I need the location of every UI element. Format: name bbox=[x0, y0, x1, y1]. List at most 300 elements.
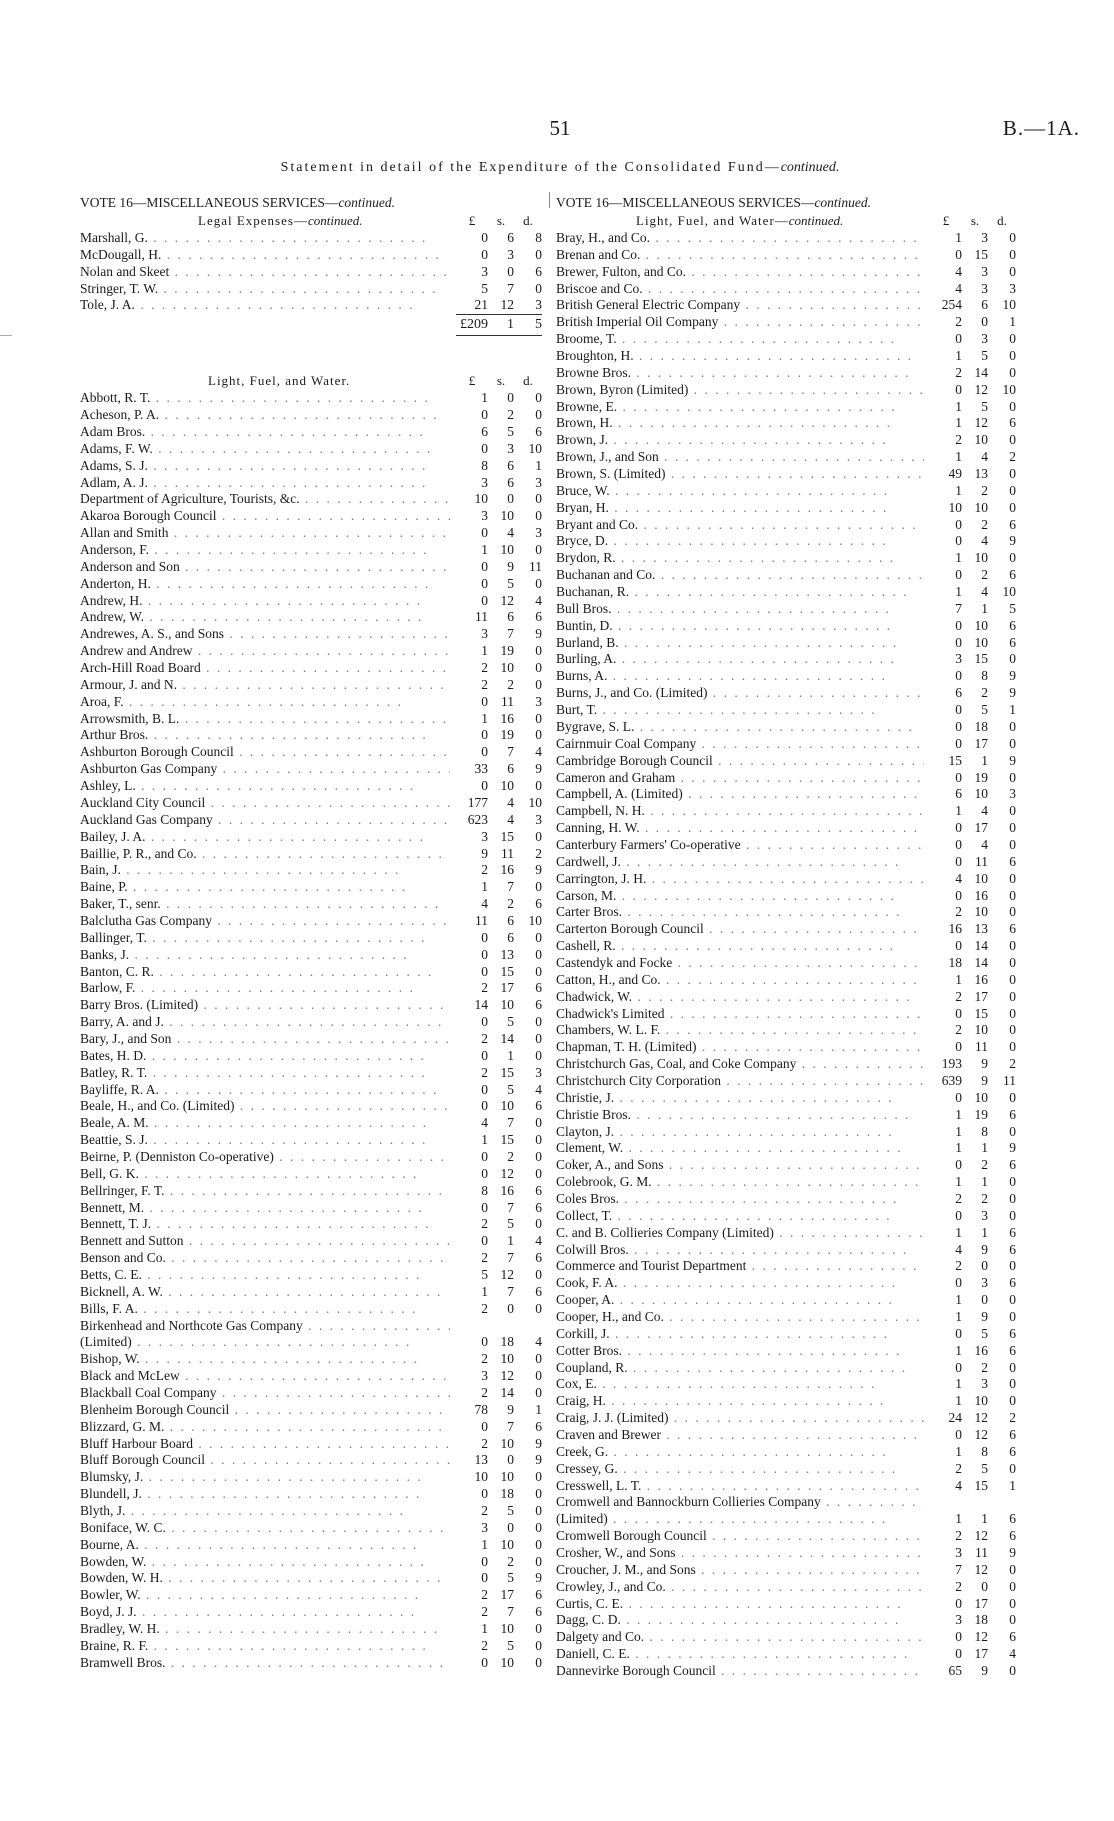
amount-shillings: 12 bbox=[500, 297, 514, 313]
amount-pence: 3 bbox=[535, 811, 542, 827]
ledger-row bbox=[556, 1292, 1016, 1309]
amount-shillings: 2 bbox=[507, 407, 514, 423]
amount-pounds: 3 bbox=[481, 1519, 488, 1535]
payee-name: Cook, F. A. . . bbox=[556, 1275, 924, 1292]
ledger-row bbox=[556, 1056, 1016, 1073]
amount-pence: 6 bbox=[1009, 853, 1016, 869]
amount-pounds: 1 bbox=[955, 1511, 962, 1527]
amount-pence: 5 bbox=[1009, 600, 1016, 616]
amount-shillings: 7 bbox=[507, 1418, 514, 1434]
payee-name: Barry, A. and J. . . bbox=[80, 1014, 450, 1031]
amount bbox=[930, 1056, 1016, 1073]
amount-pence: 6 bbox=[535, 896, 542, 912]
amount-pence: 10 bbox=[528, 794, 542, 810]
amount-pence: 0 bbox=[1009, 432, 1016, 448]
amount bbox=[930, 533, 1016, 550]
amount bbox=[930, 1444, 1016, 1461]
ledger-row bbox=[80, 1014, 542, 1031]
total-pence: 5 bbox=[535, 317, 542, 333]
amount-pence: 0 bbox=[535, 575, 542, 591]
ledger-row bbox=[556, 1006, 1016, 1023]
amount-pounds: 0 bbox=[481, 693, 488, 709]
amount bbox=[456, 711, 542, 728]
payee-name: Braine, R. F. . . bbox=[80, 1638, 450, 1655]
amount-pounds: 18 bbox=[948, 954, 962, 970]
light-fuel-water-continued-heading bbox=[556, 212, 1016, 230]
amount bbox=[930, 1343, 1016, 1360]
amount bbox=[930, 1545, 1016, 1562]
amount-pence: 6 bbox=[535, 263, 542, 279]
payee-name: Bayliffe, R. A. . . bbox=[80, 1082, 450, 1099]
amount-pounds: 0 bbox=[955, 769, 962, 785]
statement-title bbox=[60, 160, 1060, 176]
amount bbox=[456, 1082, 542, 1099]
ledger-row bbox=[80, 711, 542, 728]
ledger-row bbox=[556, 415, 1016, 432]
amount-shillings: 12 bbox=[974, 415, 988, 431]
ledger-row bbox=[556, 382, 1016, 399]
amount bbox=[930, 888, 1016, 905]
ledger-row bbox=[556, 264, 1016, 281]
amount-shillings: 10 bbox=[974, 634, 988, 650]
ledger-row bbox=[80, 264, 542, 281]
amount-shillings: 4 bbox=[981, 449, 988, 465]
payee-name: Blackball Coal Company . . bbox=[80, 1385, 450, 1402]
ledger-row bbox=[556, 854, 1016, 871]
amount-pounds: 1 bbox=[955, 1443, 962, 1459]
amount bbox=[930, 871, 1016, 888]
amount bbox=[930, 618, 1016, 635]
amount-pence: 6 bbox=[1009, 1106, 1016, 1122]
amount bbox=[930, 1511, 1016, 1528]
ledger-row bbox=[556, 618, 1016, 635]
amount-shillings: 5 bbox=[507, 1216, 514, 1232]
payee-name: Castendyk and Focke . . bbox=[556, 955, 924, 972]
amount-pence: 0 bbox=[1009, 1376, 1016, 1392]
ledger-row bbox=[556, 820, 1016, 837]
payee-name: Brown, H. . . bbox=[556, 415, 924, 432]
amount-shillings: 4 bbox=[981, 584, 988, 600]
payee-name: Bellringer, F. T. . . bbox=[80, 1183, 450, 1200]
ledger-row bbox=[556, 1562, 1016, 1579]
amount bbox=[930, 753, 1016, 770]
amount-shillings: 13 bbox=[974, 921, 988, 937]
section-spacer bbox=[80, 334, 542, 372]
amount-pence: 1 bbox=[1009, 702, 1016, 718]
amount-pence: 0 bbox=[535, 1654, 542, 1670]
amount-pence: 0 bbox=[535, 1300, 542, 1316]
amount-pounds: 4 bbox=[955, 280, 962, 296]
amount-pence: 9 bbox=[1009, 685, 1016, 701]
amount-pounds: 0 bbox=[481, 1148, 488, 1164]
payee-name: Colwill Bros. . . bbox=[556, 1242, 924, 1259]
amount bbox=[930, 264, 1016, 281]
amount-pounds: 0 bbox=[481, 407, 488, 423]
amount bbox=[930, 483, 1016, 500]
amount-shillings: 10 bbox=[500, 1469, 514, 1485]
amount-pounds: 11 bbox=[475, 609, 488, 625]
ledger-row bbox=[556, 449, 1016, 466]
amount-pounds: 1 bbox=[481, 643, 488, 659]
ledger-row bbox=[80, 1402, 542, 1419]
amount-pounds: 2 bbox=[481, 660, 488, 676]
amount bbox=[930, 399, 1016, 416]
amount-shillings: 10 bbox=[974, 786, 988, 802]
amount-pounds: 4 bbox=[955, 870, 962, 886]
amount-pounds: 1 bbox=[955, 1140, 962, 1156]
ledger-row bbox=[80, 795, 542, 812]
amount-shillings: 12 bbox=[500, 1368, 514, 1384]
amount-pounds: 2 bbox=[955, 1022, 962, 1038]
payee-name: Carrington, J. H. . . bbox=[556, 871, 924, 888]
amount bbox=[456, 1031, 542, 1048]
amount bbox=[456, 1452, 542, 1469]
amount-pence: 0 bbox=[535, 1519, 542, 1535]
amount-pounds: 0 bbox=[955, 331, 962, 347]
amount-shillings: 10 bbox=[500, 1654, 514, 1670]
payee-name: Cox, E. . . bbox=[556, 1376, 924, 1393]
amount-shillings: 6 bbox=[507, 609, 514, 625]
amount-pence: 0 bbox=[1009, 466, 1016, 482]
amount-shillings: 6 bbox=[507, 912, 514, 928]
amount-pounds: 1 bbox=[955, 449, 962, 465]
amount-shillings: 10 bbox=[974, 1393, 988, 1409]
amount bbox=[456, 609, 542, 626]
amount-pounds: 0 bbox=[481, 1165, 488, 1181]
payee-name: Broome, T. . . bbox=[556, 331, 924, 348]
amount-pounds: 1 bbox=[955, 482, 962, 498]
amount bbox=[456, 1503, 542, 1520]
amount bbox=[456, 1587, 542, 1604]
amount-pence: 0 bbox=[535, 643, 542, 659]
amount bbox=[456, 424, 542, 441]
amount-pounds: 4 bbox=[481, 896, 488, 912]
ledger-row bbox=[80, 1537, 542, 1554]
amount bbox=[930, 1292, 1016, 1309]
amount-shillings: 9 bbox=[981, 1056, 988, 1072]
amount-pence: 10 bbox=[1002, 297, 1016, 313]
amount-pounds: 2 bbox=[481, 1604, 488, 1620]
pence-header: d. bbox=[997, 213, 1007, 228]
amount-pence: 0 bbox=[535, 1165, 542, 1181]
amount bbox=[930, 1612, 1016, 1629]
amount-pence: 0 bbox=[535, 390, 542, 406]
ledger-row bbox=[80, 1469, 542, 1486]
amount-shillings: 3 bbox=[981, 331, 988, 347]
payee-name: Baker, T., senr. . . bbox=[80, 896, 450, 913]
ledger-row bbox=[80, 778, 542, 795]
amount-shillings: 15 bbox=[974, 651, 988, 667]
payee-name: Andrewes, A. S., and Sons . . bbox=[80, 626, 450, 643]
amount bbox=[930, 837, 1016, 854]
amount-pounds: 1 bbox=[955, 971, 962, 987]
amount-pence: 0 bbox=[1009, 1612, 1016, 1628]
amount bbox=[930, 1174, 1016, 1191]
ledger-row bbox=[556, 702, 1016, 719]
amount-pence: 0 bbox=[535, 508, 542, 524]
amount-shillings: 7 bbox=[507, 879, 514, 895]
light-fuel-water-continued-title bbox=[636, 212, 843, 230]
amount-pence: 0 bbox=[535, 1030, 542, 1046]
payee-name: Briscoe and Co. . . bbox=[556, 281, 924, 298]
legal-expenses-title bbox=[198, 212, 362, 230]
payee-name: Bishop, W. . . bbox=[80, 1351, 450, 1368]
amount bbox=[456, 576, 542, 593]
payee-name: Department of Agriculture, Tourists, &c. . . bbox=[80, 491, 450, 508]
amount-shillings: 2 bbox=[507, 896, 514, 912]
amount-pounds: 2 bbox=[481, 980, 488, 996]
amount-shillings: 10 bbox=[974, 870, 988, 886]
ledger-row bbox=[80, 660, 542, 677]
amount-pounds: 3 bbox=[955, 1545, 962, 1561]
amount-shillings: 3 bbox=[507, 440, 514, 456]
payee-name: Beale, A. M. . . bbox=[80, 1115, 450, 1132]
ledger-row bbox=[556, 399, 1016, 416]
amount-shillings: 2 bbox=[981, 567, 988, 583]
amount-shillings: 12 bbox=[974, 1427, 988, 1443]
amount-shillings: 3 bbox=[981, 1207, 988, 1223]
payee-name: Arch-Hill Road Board . . bbox=[80, 660, 450, 677]
legal-expenses-total bbox=[80, 314, 542, 334]
payee-name: Buchanan, R. . . bbox=[556, 584, 924, 601]
amount-pence: 4 bbox=[535, 1233, 542, 1249]
payee-name: Arthur Bros. . . bbox=[80, 727, 450, 744]
amount-pence: 0 bbox=[1009, 1039, 1016, 1055]
ledger-row bbox=[80, 727, 542, 744]
amount-pence: 6 bbox=[535, 609, 542, 625]
amount-shillings: 10 bbox=[500, 508, 514, 524]
ledger-row bbox=[556, 770, 1016, 787]
payee-name: Bourne, A. . . bbox=[80, 1537, 450, 1554]
amount-pounds: 13 bbox=[474, 1452, 488, 1468]
payee-name: Bell, G. K. . . bbox=[80, 1166, 450, 1183]
amount bbox=[456, 1436, 542, 1453]
amount-shillings: 15 bbox=[500, 963, 514, 979]
ledger-row bbox=[556, 1410, 1016, 1427]
amount-pounds: 0 bbox=[955, 381, 962, 397]
payee-name: Bluff Harbour Board . . bbox=[80, 1436, 450, 1453]
amount-shillings: 1 bbox=[507, 1233, 514, 1249]
payee-name: Canterbury Farmers' Co-operative . . bbox=[556, 837, 924, 854]
amount-pounds: 0 bbox=[955, 718, 962, 734]
amount-pence: 0 bbox=[535, 660, 542, 676]
amount-pence: 6 bbox=[1009, 567, 1016, 583]
payee-name: Coupland, R. . . bbox=[556, 1360, 924, 1377]
payee-name: Burling, A. . . bbox=[556, 651, 924, 668]
payee-name: Cardwell, J. . . bbox=[556, 854, 924, 871]
amount-pence: 9 bbox=[535, 626, 542, 642]
amount-pence: 0 bbox=[535, 1385, 542, 1400]
ledger-row bbox=[556, 651, 1016, 668]
amount-pounds: 0 bbox=[481, 592, 488, 608]
payee-name: Bailey, J. A. . . bbox=[80, 829, 450, 846]
payee-name: Bennett, M. . . bbox=[80, 1200, 450, 1217]
amount-shillings: 12 bbox=[500, 592, 514, 608]
payee-name: Chapman, T. H. (Limited) . . bbox=[556, 1039, 924, 1056]
amount bbox=[930, 1006, 1016, 1023]
amount bbox=[930, 432, 1016, 449]
left-column bbox=[80, 194, 542, 1672]
ledger-row bbox=[80, 1520, 542, 1537]
amount-pence: 0 bbox=[535, 1266, 542, 1282]
amount bbox=[930, 736, 1016, 753]
amount-pounds: 2 bbox=[955, 1258, 962, 1274]
pounds-header: £ bbox=[468, 373, 476, 389]
ledger-row bbox=[556, 1022, 1016, 1039]
ledger-row bbox=[556, 1478, 1016, 1495]
amount-pence: 6 bbox=[535, 1283, 542, 1299]
ledger-row bbox=[80, 744, 542, 761]
ledger-row bbox=[80, 1368, 542, 1385]
payee-name: Bradley, W. H. . . bbox=[80, 1621, 450, 1638]
money-column-headers bbox=[930, 212, 1016, 230]
amount-pounds: 4 bbox=[955, 1241, 962, 1257]
amount-pounds: 2 bbox=[481, 1587, 488, 1603]
amount-pounds: 1 bbox=[955, 1224, 962, 1240]
amount-pence: 0 bbox=[1009, 803, 1016, 819]
ledger-row bbox=[556, 1157, 1016, 1174]
amount-shillings: 4 bbox=[981, 533, 988, 549]
amount-shillings: 17 bbox=[974, 1646, 988, 1662]
ledger-row bbox=[556, 635, 1016, 652]
amount-shillings: 0 bbox=[507, 390, 514, 406]
amount-pence: 0 bbox=[1009, 1359, 1016, 1375]
amount-shillings: 10 bbox=[500, 1351, 514, 1367]
pence-header: d. bbox=[523, 373, 533, 389]
amount-pence: 9 bbox=[1009, 1545, 1016, 1561]
amount-shillings: 15 bbox=[974, 1477, 988, 1493]
amount-pence: 6 bbox=[535, 1587, 542, 1603]
payee-name: Bruce, W. . . bbox=[556, 483, 924, 500]
amount bbox=[930, 348, 1016, 365]
payee-name: Bennett, T. J. . . bbox=[80, 1216, 450, 1233]
payee-name: Akaroa Borough Council . . bbox=[80, 508, 450, 525]
amount bbox=[930, 1393, 1016, 1410]
amount-shillings: 16 bbox=[974, 1342, 988, 1358]
payee-name: Bowden, W. H. . . bbox=[80, 1570, 450, 1587]
ledger-row bbox=[556, 1090, 1016, 1107]
ledger-row bbox=[80, 862, 542, 879]
amount-pounds: 1 bbox=[481, 390, 488, 406]
amount bbox=[456, 829, 542, 846]
payee-name: Campbell, N. H. . . bbox=[556, 803, 924, 820]
amount-shillings: 2 bbox=[507, 1553, 514, 1569]
ledger-row bbox=[80, 1284, 542, 1301]
amount-pounds: 0 bbox=[481, 1047, 488, 1063]
amount-pounds: 0 bbox=[955, 1427, 962, 1443]
amount bbox=[930, 1090, 1016, 1107]
amount-pounds: 0 bbox=[955, 516, 962, 532]
amount bbox=[456, 1604, 542, 1621]
amount bbox=[930, 1360, 1016, 1377]
amount-pounds: 5 bbox=[481, 1266, 488, 1282]
amount bbox=[930, 1427, 1016, 1444]
amount bbox=[930, 1562, 1016, 1579]
amount-pence: 2 bbox=[1009, 1056, 1016, 1072]
amount-pence: 0 bbox=[1009, 1578, 1016, 1594]
amount-pence: 6 bbox=[535, 997, 542, 1013]
amount-shillings: 0 bbox=[981, 314, 988, 330]
payee-name: Barry Bros. (Limited) . . bbox=[80, 997, 450, 1014]
amount-pence: 6 bbox=[1009, 1325, 1016, 1341]
amount-pence: 6 bbox=[1009, 1275, 1016, 1291]
amount-pounds: 2 bbox=[481, 1435, 488, 1451]
payee-name: Andrew and Andrew . . bbox=[80, 643, 450, 660]
ledger-row bbox=[80, 1351, 542, 1368]
amount-pounds: 0 bbox=[481, 744, 488, 760]
amount-pence: 6 bbox=[1009, 617, 1016, 633]
ledger-row bbox=[80, 643, 542, 660]
amount-shillings: 7 bbox=[507, 1199, 514, 1215]
amount-shillings: 10 bbox=[974, 1022, 988, 1038]
payee-name: Boyd, J. J. . . bbox=[80, 1604, 450, 1621]
amount bbox=[456, 1098, 542, 1115]
payee-name: Bowler, W. . . bbox=[80, 1587, 450, 1604]
amount-pounds: 0 bbox=[955, 1089, 962, 1105]
amount-pounds: 1 bbox=[955, 1376, 962, 1392]
amount-pounds: 0 bbox=[481, 440, 488, 456]
amount-pounds: 177 bbox=[467, 794, 488, 810]
amount-pence: 0 bbox=[535, 1216, 542, 1232]
amount bbox=[930, 314, 1016, 331]
amount-shillings: 8 bbox=[981, 1443, 988, 1459]
ledger-row bbox=[80, 390, 542, 407]
amount-pence: 0 bbox=[535, 1469, 542, 1485]
payee-name: Bennett and Sutton . . bbox=[80, 1233, 450, 1250]
payee-name: Banton, C. R. . . bbox=[80, 964, 450, 981]
ledger-row bbox=[556, 972, 1016, 989]
payee-name: Auckland City Council . . bbox=[80, 795, 450, 812]
amount-shillings: 16 bbox=[974, 887, 988, 903]
ledger-row bbox=[556, 1107, 1016, 1124]
amount-pounds: 0 bbox=[955, 1005, 962, 1021]
ledger-row bbox=[80, 879, 542, 896]
ledger-row bbox=[80, 424, 542, 441]
amount-pounds: 6 bbox=[955, 685, 962, 701]
ledger-row bbox=[80, 1200, 542, 1217]
amount-pounds: 0 bbox=[955, 1646, 962, 1662]
amount-shillings: 5 bbox=[507, 1503, 514, 1519]
amount bbox=[456, 1334, 542, 1351]
payee-name: Christchurch City Corporation . . bbox=[556, 1073, 924, 1090]
ledger-row bbox=[80, 1419, 542, 1436]
payee-name: Dagg, C. D. . . bbox=[556, 1612, 924, 1629]
payee-name: British General Electric Company . . bbox=[556, 297, 924, 314]
ledger-row bbox=[80, 1132, 542, 1149]
amount-pounds: 0 bbox=[955, 938, 962, 954]
payee-name: Brown, S. (Limited) . . bbox=[556, 466, 924, 483]
ledger-row bbox=[80, 1318, 542, 1335]
payee-name: Baillie, P. R., and Co. . . bbox=[80, 846, 450, 863]
amount-pounds: 1 bbox=[955, 803, 962, 819]
amount-shillings: 8 bbox=[981, 668, 988, 684]
amount-pence: 6 bbox=[1009, 1241, 1016, 1257]
legal-total-amount bbox=[456, 314, 542, 336]
amount bbox=[456, 761, 542, 778]
ledger-row bbox=[556, 331, 1016, 348]
amount-pounds: 0 bbox=[481, 1553, 488, 1569]
ledger-row bbox=[80, 1098, 542, 1115]
ledger-row bbox=[556, 1376, 1016, 1393]
amount-pence: 0 bbox=[1009, 870, 1016, 886]
amount-shillings: 13 bbox=[500, 946, 514, 962]
amount-pence: 0 bbox=[535, 929, 542, 945]
amount bbox=[456, 980, 542, 997]
amount-shillings: 6 bbox=[507, 474, 514, 490]
amount bbox=[456, 441, 542, 458]
amount-pence: 0 bbox=[535, 710, 542, 726]
payee-name: Allan and Smith . . bbox=[80, 525, 450, 542]
